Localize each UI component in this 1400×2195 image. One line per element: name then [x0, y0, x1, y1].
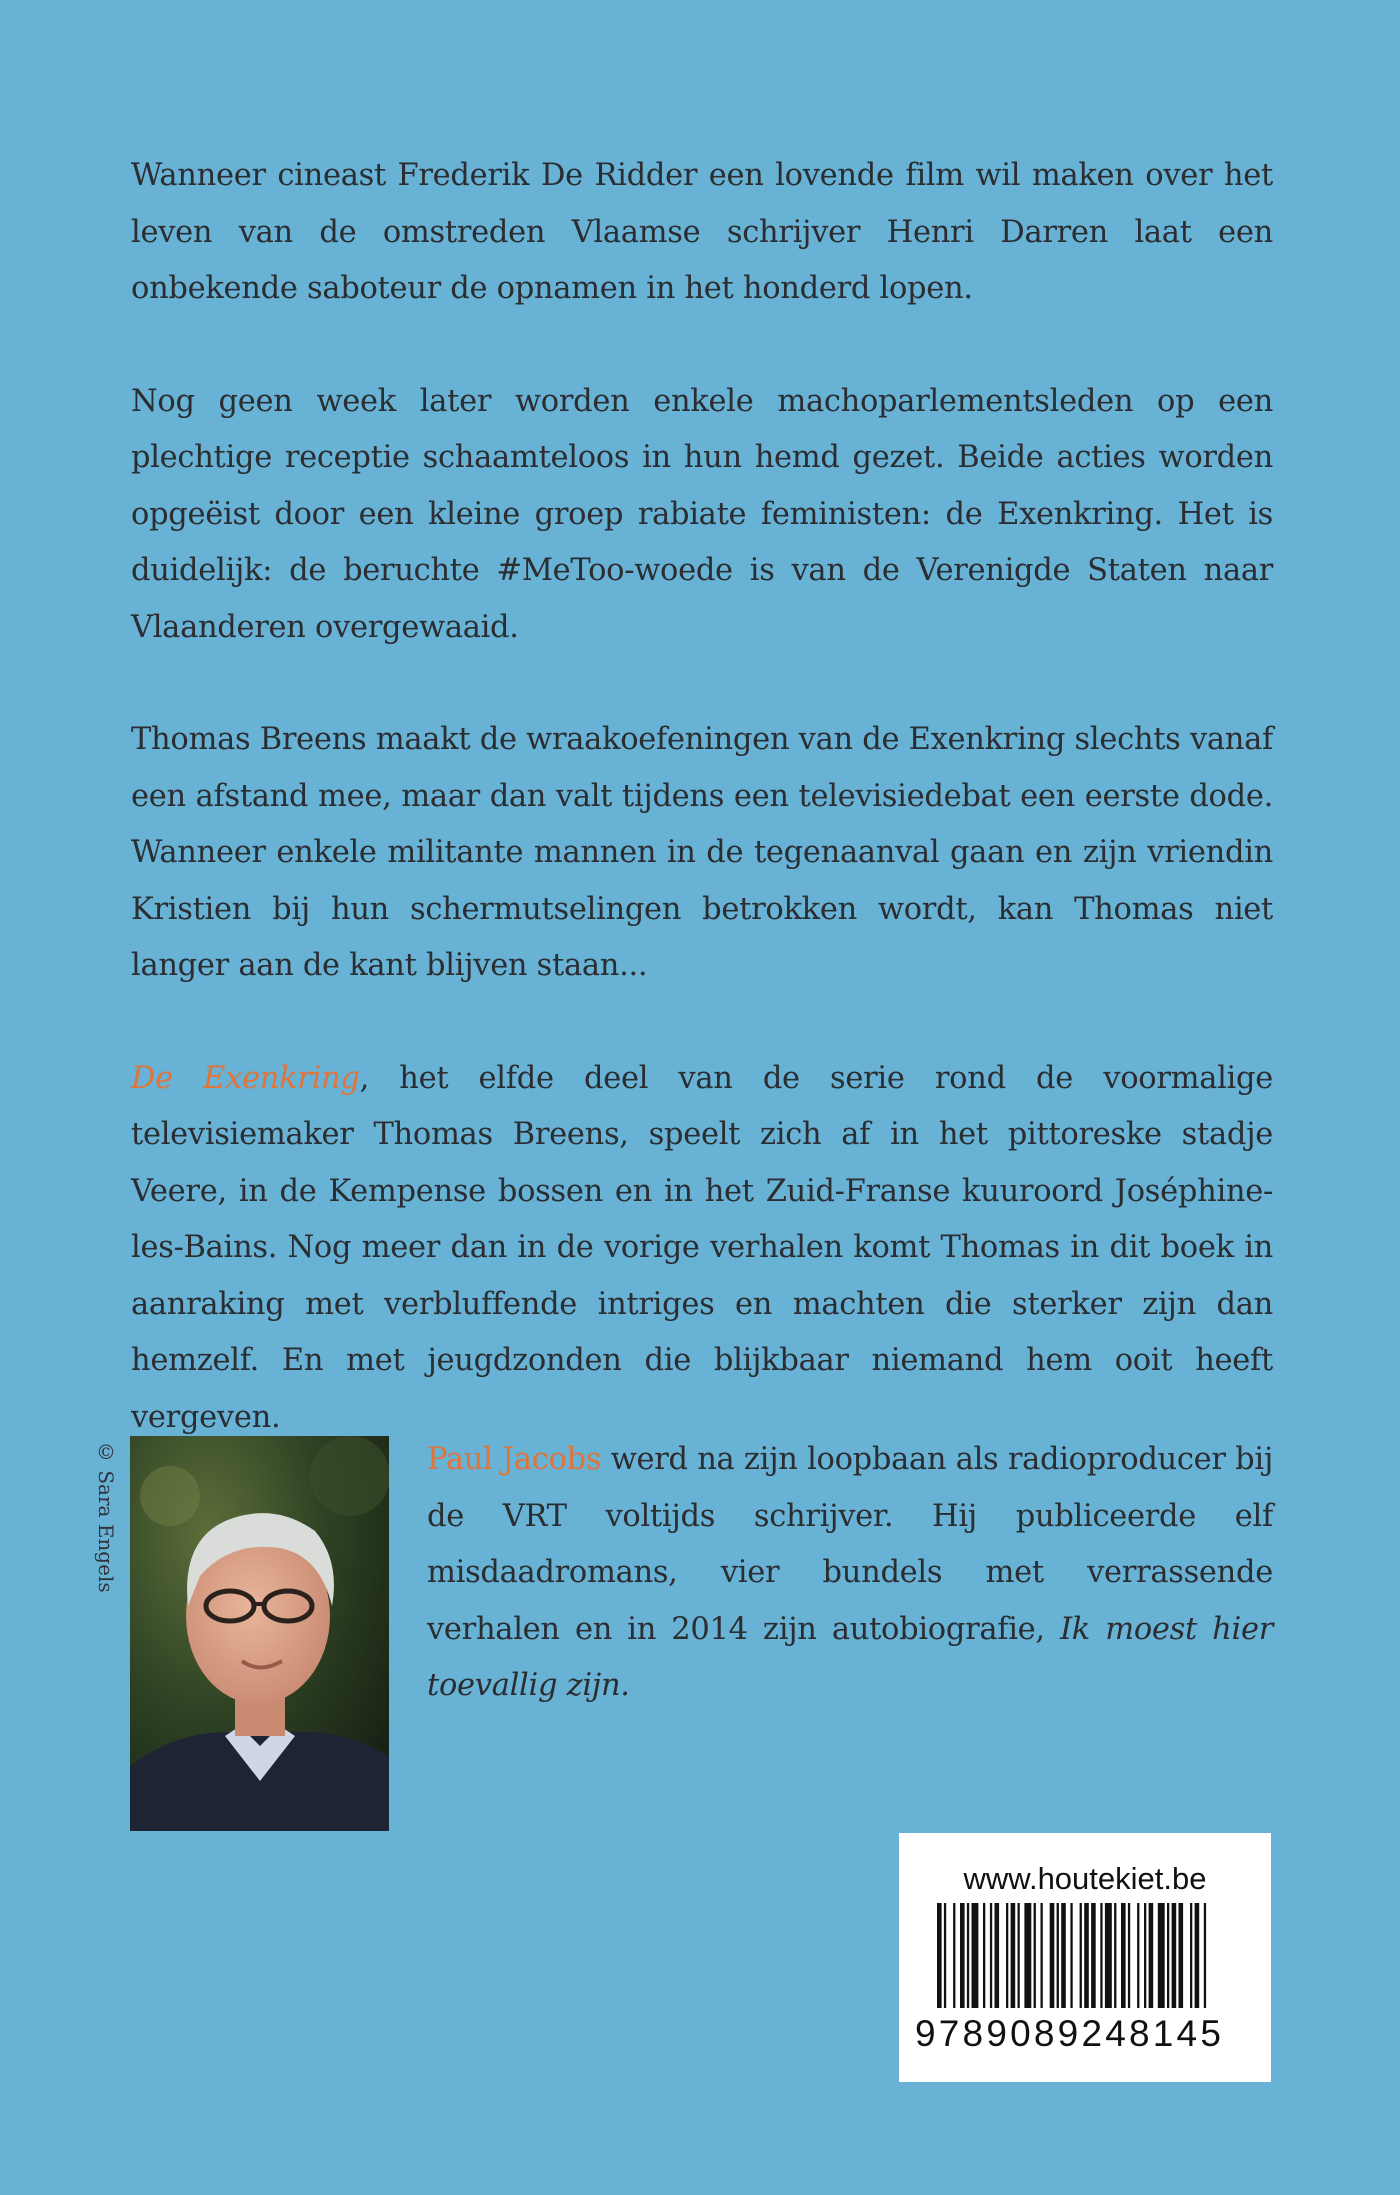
barcode-bar — [1050, 1903, 1055, 2008]
barcode-bar — [990, 1903, 992, 2008]
isbn-barcode — [915, 1903, 1255, 2008]
barcode-bar — [1006, 1903, 1008, 2008]
barcode-bar — [1121, 1903, 1126, 2008]
photo-credit: © Sara Engels — [94, 1440, 118, 1593]
barcode-bar — [1057, 1903, 1059, 2008]
barcode-bar — [1128, 1903, 1130, 2008]
barcode-bar — [1084, 1903, 1089, 2008]
barcode-panel — [899, 1833, 1271, 2082]
barcode-bar — [1105, 1903, 1112, 2008]
author-bio — [427, 1432, 1273, 1715]
barcode-bar — [1061, 1903, 1066, 2008]
isbn-number: 9789089248145 — [915, 2013, 1225, 2054]
barcode-bar — [1179, 1903, 1184, 2008]
barcode-bar — [983, 1903, 985, 2008]
barcode-bar — [1011, 1903, 1016, 2008]
barcode-bar — [1167, 1903, 1169, 2008]
barcode-bar — [944, 1903, 946, 2008]
author-name: Paul Jacobs — [427, 1442, 602, 1477]
barcode-bar — [972, 1903, 979, 2008]
barcode-bar — [1034, 1903, 1036, 2008]
barcode-bar — [960, 1903, 965, 2008]
blurb-paragraph-4-text: , het elfde deel van de serie rond de voormalige televisiemaker Thomas Breens, speelt zich af in het pittoreske stadje Veere, in de Kempense bossen en in het Zuid-Franse kuuroord Joséphine-les-Bains. Nog meer dan in de vorige verhalen komt Thomas in dit boek in aanraking met verbluffende intriges en machten die sterker zijn dan hemzelf. En met jeugdzonden die blijkbaar niemand hem ooit heeft vergeven. — [131, 1060, 1273, 1435]
blurb-paragraph-1: Wanneer cineast Frederik De Ridder een lovende film wil maken over het leven van de omstreden Vlaamse schrijver Henri Darren laat een onbekende saboteur de opnamen in het honderd lopen. — [131, 158, 1273, 306]
barcode-bar — [1172, 1903, 1177, 2008]
autobiography-title: Ik moest hier toevallig zijn. — [427, 1611, 1274, 1703]
barcode-bar — [937, 1903, 942, 2008]
blurb-paragraph-3: Thomas Breens maakt de wraakoefeningen van de Exenkring slechts vanaf een afstand mee, maar dan valt tijdens een televisiedebat een eerste dode. Wanneer enkele militante mannen in de tegenaanval gaan en zijn vriendin Kristien bij hun schermutselingen betrokken wordt, kan Thomas niet langer aan de kant blijven staan... — [131, 722, 1273, 983]
barcode-bar — [953, 1903, 955, 2008]
barcode-bar — [1144, 1903, 1146, 2008]
author-photo — [130, 1436, 389, 1831]
barcode-bar — [1070, 1903, 1072, 2008]
back-cover-blurb — [131, 148, 1273, 1502]
barcode-bar — [1100, 1903, 1102, 2008]
book-title: De Exenkring — [131, 1060, 360, 1096]
blurb-paragraph-4 — [131, 1051, 1273, 1447]
barcode-bar — [995, 1903, 1000, 2008]
barcode-bar — [967, 1903, 969, 2008]
barcode-bar — [1137, 1903, 1139, 2008]
barcode-bar — [1091, 1903, 1096, 2008]
barcode-bar — [1114, 1903, 1116, 2008]
barcode-bar — [1149, 1903, 1154, 2008]
barcode-bar — [1195, 1903, 1200, 2008]
barcode-bar — [1041, 1903, 1043, 2008]
barcode-bar — [1190, 1903, 1192, 2008]
barcode-bar — [1080, 1903, 1082, 2008]
blurb-paragraph-2: Nog geen week later worden enkele machoparlementsleden op een plechtige receptie schaamteloos in hun hemd gezet. Beide acties worden opgeëist door een kleine groep rabiate feministen: de Exenkring. Het is duidelijk: de beruchte #MeToo-woede is van de Verenigde Staten naar Vlaanderen overgewaaid. — [131, 383, 1273, 645]
barcode-bar — [1158, 1903, 1165, 2008]
author-bio-text: werd na zijn loopbaan als radioproducer bij de VRT voltijds schrijver. Hij publiceerde elf misdaadromans, vier bundels met verrassende verhalen en in 2014 zijn autobiografie, — [427, 1442, 1273, 1647]
barcode-bar — [1204, 1903, 1206, 2008]
publisher-url: www.houtekiet.be — [963, 1861, 1207, 1896]
barcode-bar — [1018, 1903, 1020, 2008]
barcode-bar — [1024, 1903, 1031, 2008]
